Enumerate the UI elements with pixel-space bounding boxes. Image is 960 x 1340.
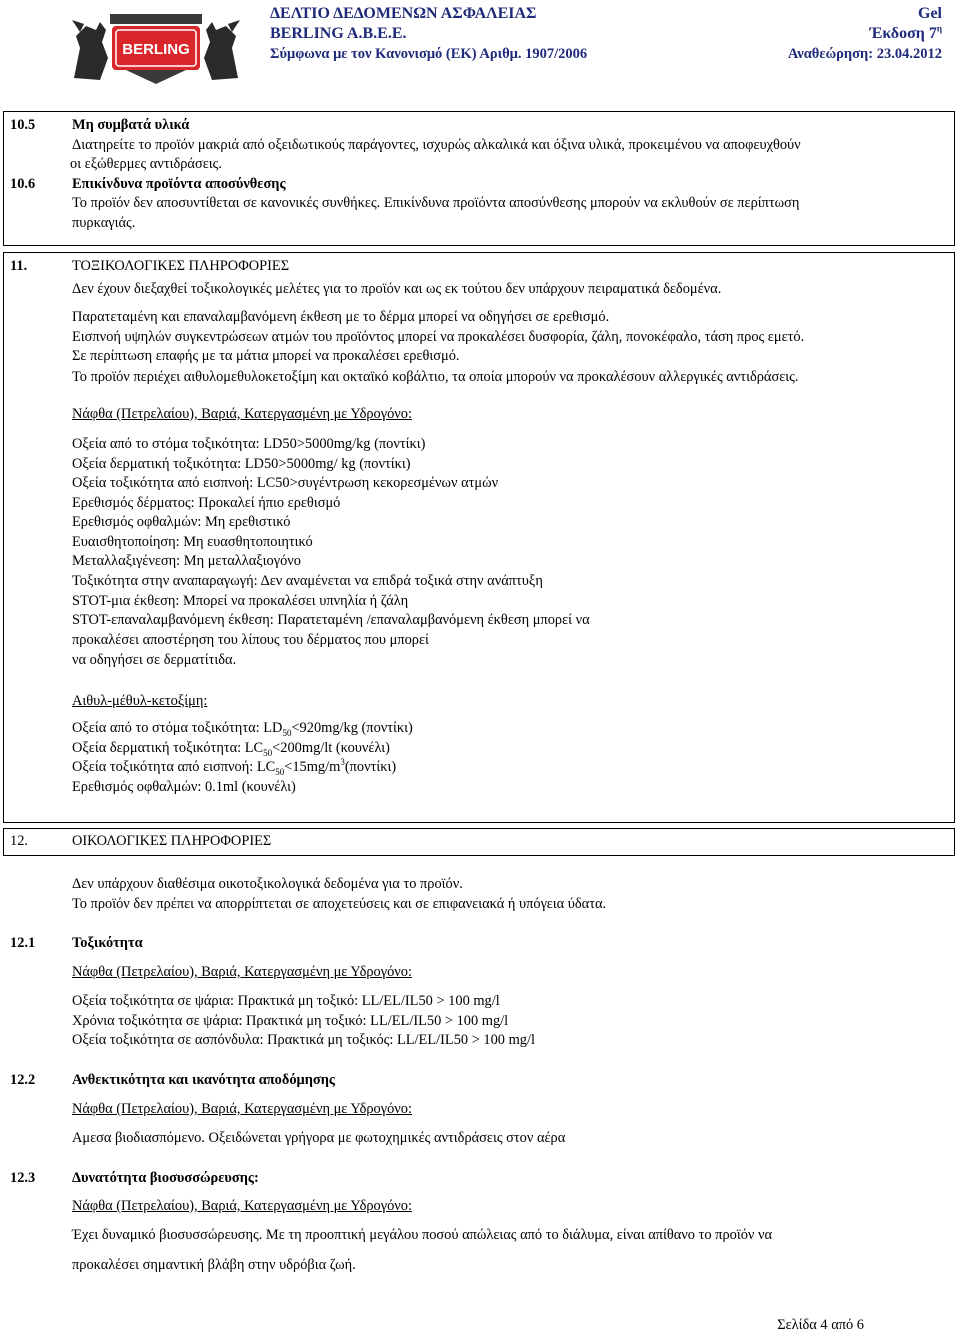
paragraph-line: Δεν έχουν διεξαχθεί τοξικολογικές μελέτες για το προϊόν και ως εκ τούτου δεν υπάρχουν πειραματικά δεδομένα. xyxy=(72,281,722,297)
paragraph-line: Διατηρείτε το προϊόν μακριά από οξειδωτικούς παράγοντες, ισχυρώς αλκαλικά και όξινα υλικά, προκειμένου να αποφευχθούν xyxy=(72,137,801,153)
paragraph-line: Σε περίπτωση επαφής με τα μάτια μπορεί να προκαλέσει ερεθισμό. xyxy=(72,348,460,364)
tox-item: Οξεία δερματική τοξικότητα: LD50>5000mg/ kg (ποντίκι) xyxy=(72,456,411,472)
substance-heading: Νάφθα (Πετρελαίου), Βαριά, Κατεργασμένη με Υδρογόνο: xyxy=(72,1101,413,1117)
section-number: 11. xyxy=(10,258,28,274)
tox-item: Οξεία τοξικότητα από εισπνοή: LC50>συγέντρωση κεκορεσμένων ατμών xyxy=(72,475,499,491)
section-title: Τοξικότητα xyxy=(72,935,143,951)
paragraph-line: Εισπνοή υψηλών συγκεντρώσεων ατμών του προϊόντος μπορεί να προκαλέσει δυσφορία, ζάλη, πονοκέφαλο, τάση προς εμετό. xyxy=(72,329,805,345)
tox-item: Ερεθισμός οφθαλμών: 0.1ml (κουνέλι) xyxy=(72,779,296,795)
section-number: 10.5 xyxy=(10,117,36,133)
section-title: Επικίνδυνα προϊόντα αποσύνθεσης xyxy=(72,176,286,192)
logo-text: BERLING xyxy=(122,41,190,58)
header-meta xyxy=(788,4,942,64)
section-number: 12. xyxy=(10,833,28,849)
section-number: 12.2 xyxy=(10,1072,36,1088)
tox-item: Οξεία τοξικότητα σε ψάρια: Πρακτικά μη τοξικό: LL/EL/IL50 > 100 mg/l xyxy=(72,993,500,1009)
tox-item: Ευαισθητοποίηση: Μη ευασθητοποιητικό xyxy=(72,534,313,550)
product-name: Gel xyxy=(918,5,942,22)
tox-item: Ερεθισμός δέρματος: Προκαλεί ήπιο ερεθισμό xyxy=(72,495,341,511)
tox-item: να οδηγήσει σε δερματίτιδα. xyxy=(72,652,237,668)
tox-item: Οξεία από το στόμα τοξικότητα: LD50>5000mg/kg (ποντίκι) xyxy=(72,436,426,452)
section-title: Δυνατότητα βιοσυσσώρευσης: xyxy=(72,1170,259,1186)
paragraph-line: Το προϊόν δεν πρέπει να απορρίπτεται σε αποχετεύσεις και σε επιφανειακά ή υπόγεια ύδατα. xyxy=(72,896,607,912)
page-number: Σελίδα 4 από 6 xyxy=(777,1317,864,1333)
section-title: ΟΙΚΟΛΟΓΙΚΕΣ ΠΛΗΡΟΦΟΡΙΕΣ xyxy=(72,833,272,849)
section-number: 12.1 xyxy=(10,935,36,951)
tox-item: Μεταλλαξιγένεση: Μη μεταλλαξιογόνο xyxy=(72,553,302,569)
tox-item: Οξεία από το στόμα τοξικότητα: $LD_{50}<920mg/kg$ (ποντίκι) xyxy=(72,720,413,738)
tox-item: Τοξικότητα στην αναπαραγωγή: Δεν αναμένεται να επιδρά τοξικά στην ανάπτυξη xyxy=(72,573,543,589)
section-title: ΤΟΞΙΚΟΛΟΓΙΚΕΣ ΠΛΗΡΟΦΟΡΙΕΣ xyxy=(72,258,290,274)
berling-logo xyxy=(66,8,246,88)
substance-heading: Νάφθα (Πετρελαίου), Βαριά, Κατεργασμένη με Υδρογόνο: xyxy=(72,964,413,980)
revision-date: Αναθεώρηση: 23.04.2012 xyxy=(787,46,942,62)
paragraph-line: Δεν υπάρχουν διαθέσιμα οικοτοξικολογικά δεδομένα για το προϊόν. xyxy=(72,876,463,892)
paragraph-line: οι εξώθερμες αντιδράσεις. xyxy=(70,156,222,172)
tox-item: Χρόνια τοξικότητα σε ψάρια: Πρακτικά μη τοξικό: LL/EL/IL50 > 100 mg/l xyxy=(72,1013,509,1029)
paragraph-line: Το προϊόν δεν αποσυντίθεται σε κανονικές συνθήκες. Επικίνδυνα προϊόντα αποσύνθεσης μπορούν να εκλυθούν σε περίπτωση xyxy=(72,195,800,211)
substance-heading: Αιθυλ-μέθυλ-κετοξίμη: xyxy=(72,693,208,709)
paragraph-line: Έχει δυναμικό βιοσυσσώρευσης. Με τη προοπτική μεγάλου ποσού απώλειας από το διάλυμα, είναι απίθανο το προϊόν να xyxy=(72,1227,773,1243)
substance-heading: Νάφθα (Πετρελαίου), Βαριά, Κατεργασμένη με Υδρογόνο: xyxy=(72,406,413,422)
section-number: 12.3 xyxy=(10,1170,36,1186)
paragraph-line: Το προϊόν περιέχει αιθυλομεθυλοκετοξίμη και οκταϊκό κοβάλτιο, τα οποία μπορούν να προκαλέσουν αλλεργικές αντιδράσεις. xyxy=(72,369,799,385)
tox-item: STOT-επαναλαμβανόμενη έκθεση: Παρατεταμένη /επαναλαμβανόμενη έκθεση μπορεί να xyxy=(72,612,590,628)
tox-item: Οξεία τοξικότητα σε ασπόνδυλα: Πρακτικά μη τοξικός: LL/EL/IL50 > 100 mg/l xyxy=(72,1032,535,1048)
tox-item: προκαλέσει αποστέρηση του λίπους του δέρματος που μπορεί xyxy=(72,632,429,648)
regulation: Σύμφωνα με τον Κανονισμό (ΕΚ) Αριθμ. 1907/2006 xyxy=(270,46,588,62)
section-title: Μη συμβατά υλικά xyxy=(72,117,190,133)
doc-title: ΔΕΛΤΙΟ ΔΕΔΟΜΕΝΩΝ ΑΣΦΑΛΕΙΑΣ xyxy=(270,5,537,22)
tox-item: Οξεία τοξικότητα από εισπνοή: $LC_{50}<15mg/m^3(\pi o\nu\tau ί\kappa\iota)$ xyxy=(72,757,397,777)
company-name: BERLING A.B.E.E. xyxy=(270,25,407,42)
paragraph-line: Αμεσα βιοδιασπόμενο. Οξειδώνεται γρήγορα με φωτοχημικές αντιδράσεις στον αέρα xyxy=(72,1130,566,1146)
header-titles xyxy=(270,4,587,64)
edition: Έκδοση $7^\eta$ xyxy=(869,23,942,42)
document-header xyxy=(0,0,960,95)
section-number: 10.6 xyxy=(10,176,36,192)
tox-item: Οξεία δερματική τοξικότητα: $LC_{50}<200mg/lt$ (κουνέλι) xyxy=(72,740,390,758)
paragraph-line: πυρκαγιάς. xyxy=(72,215,136,231)
tox-item: Ερεθισμός οφθαλμών: Μη ερεθιστικό xyxy=(72,514,291,530)
substance-heading: Νάφθα (Πετρελαίου), Βαριά, Κατεργασμένη με Υδρογόνο: xyxy=(72,1198,413,1214)
paragraph-line: Παρατεταμένη και επαναλαμβανόμενη έκθεση με το δέρμα μπορεί να οδηγήσει σε ερεθισμό. xyxy=(72,309,610,325)
tox-item: STOT-μια έκθεση: Μπορεί να προκαλέσει υπνηλία ή ζάλη xyxy=(72,593,409,609)
paragraph-line: προκαλέσει σημαντική βλάβη στην υδρόβια ζωή. xyxy=(72,1257,356,1273)
section-title: Ανθεκτικότητα και ικανότητα αποδόμησης xyxy=(72,1072,335,1088)
